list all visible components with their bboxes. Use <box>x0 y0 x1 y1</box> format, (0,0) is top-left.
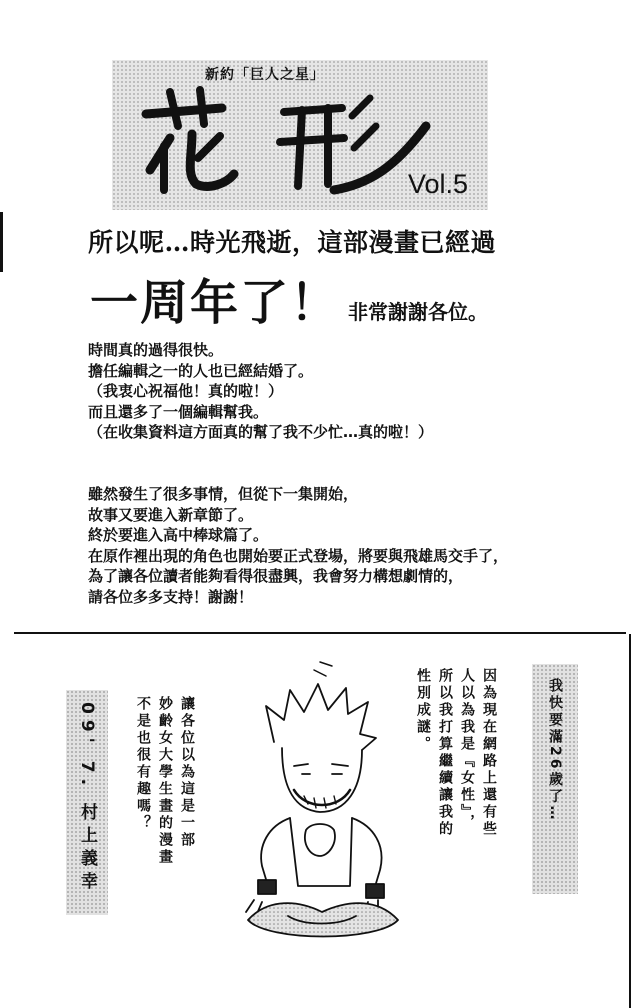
comic-panel-border <box>14 632 626 634</box>
caption-line: 性別成謎。 <box>415 668 431 753</box>
headline-line2 <box>90 264 488 333</box>
series-subtitle: 新約「巨人之星」 <box>205 67 325 83</box>
caption-line: 不是也很有趣嗎？ <box>135 696 151 832</box>
caption-line: 讓各位以為這是一部 <box>179 696 195 849</box>
paragraph-line: 終於要進入高中棒球篇了。 <box>88 526 269 544</box>
caption-left <box>132 696 198 866</box>
caption-line: 妙齡女大學生畫的漫畫 <box>157 696 173 866</box>
page-edge-bar <box>0 212 3 272</box>
author-signature <box>66 690 108 915</box>
author-name: 村上義幸 <box>77 803 97 895</box>
caption-right <box>412 668 500 838</box>
age-note: 我快要滿26歲了… <box>532 664 578 894</box>
paragraph-line: 請各位多多支持！謝謝！ <box>88 587 254 606</box>
caption-line: 所以我打算繼續讓我的 <box>437 668 453 838</box>
paragraph-line: （在收集資料這方面真的幫了我不少忙…真的啦！） <box>88 423 434 441</box>
volume-label: Vol.5 <box>407 169 468 199</box>
paragraph-line: 在原作裡出現的角色也開始要正式登場，將要與飛雄馬交手了， <box>88 546 509 565</box>
paragraph-line: 時間真的過得很快。 <box>88 341 224 359</box>
paragraph-line: 為了讓各位讀者能夠看得很盡興，我會努力構想劇情的， <box>88 567 464 585</box>
paragraph-2 <box>88 484 508 607</box>
caption-line: 因為現在網路上還有些 <box>481 668 497 838</box>
headline-line1: 所以呢…時光飛逝，這部漫畫已經過 <box>88 228 497 257</box>
paragraph-line: 而且還多了一個編輯幫我。 <box>88 402 269 421</box>
caption-line: 人以為我是『女性』， <box>459 668 475 831</box>
title-header <box>112 60 488 210</box>
headline-thanks: 非常謝謝各位。 <box>348 300 489 324</box>
paragraph-1 <box>88 340 433 443</box>
hanagata-logo <box>134 86 434 198</box>
paragraph-line: 雖然發生了很多事情，但從下一集開始， <box>88 485 359 503</box>
comic-panel-edge <box>629 634 631 1008</box>
paragraph-line: 擔任編輯之一的人也已經結婚了。 <box>88 361 314 380</box>
headline-anniversary: 一周年了！ <box>90 275 341 331</box>
paragraph-line: 故事又要進入新章節了。 <box>88 505 254 524</box>
author-caricature <box>228 650 418 950</box>
author-date: 09' 7. <box>77 702 97 792</box>
paragraph-line: （我衷心祝福他！真的啦！） <box>88 382 284 400</box>
